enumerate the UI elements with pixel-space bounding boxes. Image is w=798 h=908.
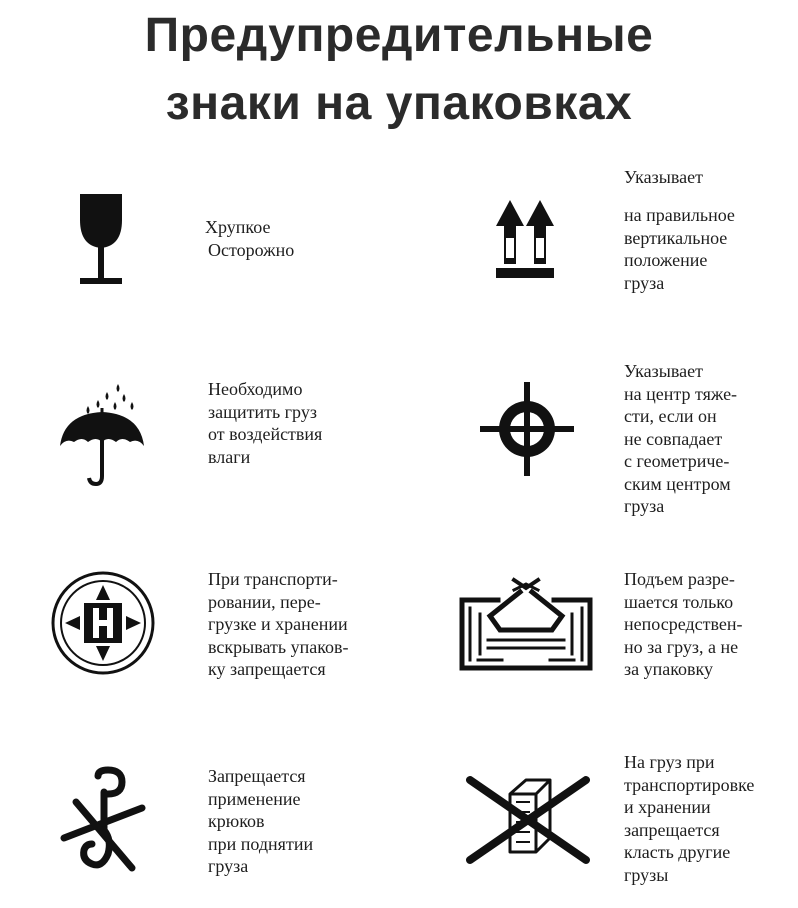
sign-text-line: не совпадает [624, 428, 723, 449]
sign-text-line: Указывает [624, 361, 703, 381]
sign-text-line: Указывает [624, 167, 703, 187]
sign-text-line: применение [208, 788, 301, 809]
sign-text-line: Запрещается [208, 766, 306, 786]
sign-text-line: Необходимо [208, 379, 303, 399]
arrows-up-icon [494, 198, 556, 280]
sign-text-line: защитить груз [208, 401, 317, 422]
sign-text-center-of-gravity [624, 360, 737, 518]
sign-text-line: и хранении [624, 797, 711, 817]
page-title-line-1: Предупредительные [144, 9, 654, 62]
sign-text-do-not-open [208, 568, 349, 681]
sign-text-line: вертикальное [624, 227, 728, 248]
sign-text-line: влаги [208, 446, 251, 467]
sign-text-keep-dry [208, 378, 322, 468]
sign-text-line: класть другие [624, 842, 731, 862]
sign-text-line: непосредствен- [624, 614, 743, 634]
sign-text-line: груза [208, 856, 249, 876]
sign-text-line: Хрупкое [205, 217, 271, 237]
sign-text-line: При транспорти- [208, 569, 338, 589]
do-not-stack-icon [466, 772, 590, 864]
do-not-open-icon [50, 570, 156, 676]
sign-text-line: вскрывать упаков- [208, 636, 349, 657]
sign-text-line: запрещается [624, 819, 720, 840]
sign-text-line: груза [624, 272, 665, 293]
sign-text-line: грузке и хранении [208, 614, 348, 634]
page-title [0, 0, 798, 138]
sign-text-no-hooks [208, 765, 313, 878]
lift-by-load-icon [458, 574, 594, 670]
sign-text-line: положение [624, 250, 708, 270]
sign-text-line: На груз при [624, 752, 715, 772]
sign-text-line: грузы [624, 864, 669, 885]
sign-text-lift-by-load [624, 568, 742, 681]
sign-text-line: груза [624, 496, 665, 516]
sign-text-line: Подъем разре- [624, 569, 735, 589]
sign-text-line: при поднятии [208, 833, 314, 854]
sign-text-line: ским центром [624, 473, 731, 494]
sign-text-line: Осторожно [208, 239, 295, 260]
sign-text-line: но за груз, а не [624, 636, 739, 657]
sign-text-line: крюков [208, 811, 265, 831]
sign-text-line: транспортировке [624, 774, 755, 795]
no-hooks-icon [60, 768, 146, 874]
glass-icon [72, 190, 130, 290]
sign-text-this-way-up [624, 167, 735, 294]
page-title-line-2: знаки на упаковках [165, 77, 633, 130]
center-of-gravity-icon [478, 380, 576, 478]
sign-text-line: ку запрещается [208, 659, 326, 679]
sign-text-fragile [205, 216, 294, 261]
sign-text-line: на правильное [624, 205, 735, 225]
sign-text-line: ровании, пере- [208, 591, 321, 612]
sign-text-line: с геометриче- [624, 451, 730, 471]
sign-text-line: шается только [624, 591, 734, 612]
sign-text-line: от воздействия [208, 424, 323, 444]
sign-text-line: за упаковку [624, 659, 714, 679]
umbrella-rain-icon [58, 380, 148, 488]
sign-text-do-not-stack [624, 751, 754, 886]
sign-text-line: сти, если он [624, 406, 717, 426]
sign-text-line: на центр тяже- [624, 383, 738, 404]
